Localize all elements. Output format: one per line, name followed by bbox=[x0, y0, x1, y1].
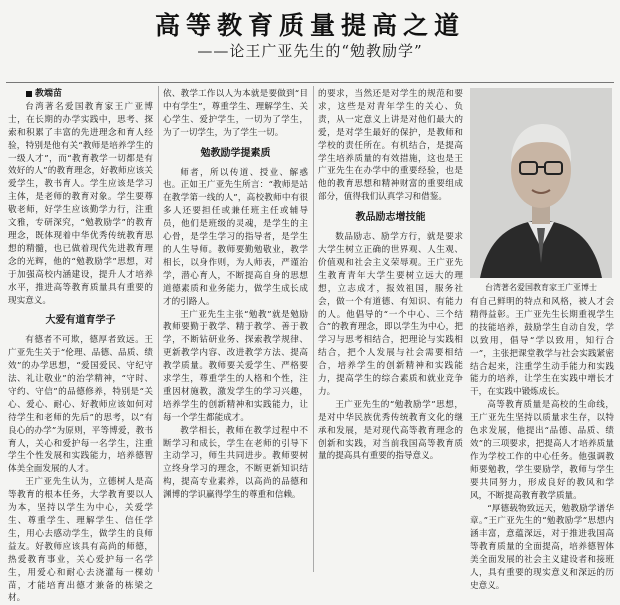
col3-paragraph-1: 数品励志、励学方行，就是要求大学生树立正确的世界观、人生观、价值观和社会主义荣辱观。王广亚先生教育青年大学生要树立远大的理想，立志成才，报效祖国，服务社会，做一个有道德、有知识、有能力的人。他倡导的“一个中心、三个结合”的教育理念，即以学生为中心，把学习与思考相结合，把理论与实践相结合，把个人发展与社会需要相结合，培养学生的创新精神和实践能力，提高学生的综合素质和就业竞争力。 bbox=[318, 232, 463, 397]
col2-paragraph-1: 师者，所以传道、授业、解惑也。正如王广亚先生所言：“教师是站在教学第一线的人”，高校教师中有很多人还要担任或兼任班主任或辅导员，他们是班级的灵魂，是学生的主心骨，是学生学习的指导者，是学生的人生导师。教师要勤勉敬业，教学相长，以身作则，为人师表，严谨治学，潜心育人，不断提高自身的思想道德素质和业务能力，做学生成长成才的引路人。 bbox=[163, 167, 308, 307]
col1-paragraph-1: 有德者不可欺，德厚者致远。王广亚先生关于“伦理、品德、品质、绩效”的办学思想，“爱国爱民、守纪守法、礼让敬业”的治学精神，“守时、守约、守信”的品德修养，特别是“关心、爱心、耐心、好教师应该如何对待学生和老师的先后”的思考，以“有良心的办学”为原则，平等博爱，教书育人，关心和爱护每一名学生，注重学生个性发展和实践能力，培养德智体美全面发展的人才。 bbox=[8, 335, 153, 475]
col2-paragraph-3: 教学相长，教师在教学过程中不断学习和成长，学生在老师的引导下主动学习，师生共同进步。教师要树立终身学习的理念，不断更新知识结构，提高专业素养，以高尚的品德和渊博的学识赢得学生的尊重和信赖。 bbox=[163, 425, 308, 501]
col2-paragraph-0: 依、教学工作以人为本就是要做到“目中有学生”，尊重学生、理解学生、关心学生、爱护学生，一切为了学生，为了一切学生，为了学生一切。 bbox=[163, 89, 308, 138]
column-1 bbox=[8, 88, 153, 604]
portrait-photo bbox=[470, 88, 612, 278]
square-bullet-icon bbox=[26, 91, 32, 97]
photo-caption: 台湾著名爱国教育家王广亚博士 bbox=[485, 283, 597, 292]
byline bbox=[8, 88, 153, 101]
col2-paragraph-2: 王广亚先生主张“勉教”就是勉励教师要勤于教学、精于教学、善于教学，不断钻研业务、探索教学规律、更新教学内容、改进教学方法、提高教学质量。教师要关爱学生、严格要求学生，尊重学生的人格和个性，注重因材施教，激发学生的学习兴趣，培养学生的创新精神和实践能力，让每一个学生都能成才。 bbox=[163, 309, 308, 423]
column-2 bbox=[163, 88, 308, 572]
byline-text: 教端苗 bbox=[35, 89, 63, 99]
column-divider bbox=[313, 86, 314, 572]
col4-paragraph-0: 有自己鲜明的特点和风格，被人才会精得益彰。王广亚先生长期重视学生的技能培养，鼓励学生自动自发，学以致用，倡导“学以致用，知行合一”，主张把课堂教学与社会实践紧密结合起来，注重学生动手能力和实践能力的培养，让学生在实践中增长才干，在实践中锻炼成长。 bbox=[470, 297, 614, 398]
col1-paragraph-2: 王广亚先生认为，立德树人是高等教育的根本任务，大学教育要以人为本，坚持以学生为中心，关爱学生、尊重学生、理解学生、信任学生，用心去感动学生，做学生的良师益友。好教师应该具有高尚的师德，热爱教育事业，关心爱护每一名学生，用爱心和耐心去浇灌每一棵幼苗，才能培育出德才兼备的栋梁之材。 bbox=[8, 477, 153, 604]
col3-paragraph-2: 王广亚先生的“勉教励学”思想，是对中华民族优秀传统教育文化的继承和发展，是对现代高等教育理念的创新和实践，对当前我国高等教育质量的提高具有重要的指导意义。 bbox=[318, 399, 463, 462]
section-heading-1: 大爱有道育学子 bbox=[45, 315, 116, 327]
column-divider bbox=[158, 86, 159, 572]
subtitle: ——论王广亚先生的“勉教励学” bbox=[197, 42, 423, 60]
column-3 bbox=[318, 88, 463, 572]
col3-paragraph-0: 的要求，当然还是对学生的规范和要求，这些是对青年学生的关心、负责，从一定意义上讲是对他们最大的爱，是对学生最好的保护，是教师和学校的责任所在。有机结合，是提高学生培养质量的有效措施，这也是王广亚先生在办学中的重要经验，也是他的教育思想和精神财富的重要组成部分，值得我们认真学习和借鉴。 bbox=[318, 89, 463, 203]
portrait-illustration bbox=[470, 88, 612, 278]
section-heading-3: 教品励志增技能 bbox=[355, 212, 426, 224]
header-rule bbox=[6, 82, 614, 83]
headline: 高等教育质量提高之道 bbox=[154, 11, 465, 40]
column-4 bbox=[470, 296, 614, 591]
col4-paragraph-1: 高等教育质量是高校的生命线，王广亚先生坚持以质量求生存，以特色求发展，他提出“品德、品质、绩效”的三项要求，把提高人才培养质量作为学校工作的中心任务。他强调教师要勉教，学生要励学，教师与学生要共同努力，形成良好的教风和学风，不断提高教育教学质量。 bbox=[470, 400, 614, 501]
col4-paragraph-2: “厚德载物致远天，勉教励学谱华章。”王广亚先生的“勉教励学”思想内涵丰富，意蕴深远，对于推进我国高等教育质量的全面提高，培养德智体美全面发展的社会主义建设者和接班人，具有重要的现实意义和深远的历史意义。 bbox=[470, 503, 614, 591]
section-heading-2: 勉教励学提素质 bbox=[200, 147, 271, 159]
col1-intro: 台湾著名爱国教育家王广亚博士，在长期的办学实践中，思考、探索和积累了丰富的先进理念和育人经验，特别是他有关“教师是培养学生的一级人才”，而“教育教学一切都是有效好的人”的教育理念，好教师应该关爱学生，教书育人。学生应该是学习主体，是老师的教育对象。学生要尊敬老师，好学生应该勤学力行，注重文雅，专研深究，“勉教励学”的教育理念，既体现着中华优秀传统教育思想的精髓，也已做着现代先进教育理念的光辉，他的“勉教励学”思想，对于加强高校内涵建设，提升人才培养水平，推进高等教育质量具有重要的现实意义。 bbox=[8, 101, 153, 306]
